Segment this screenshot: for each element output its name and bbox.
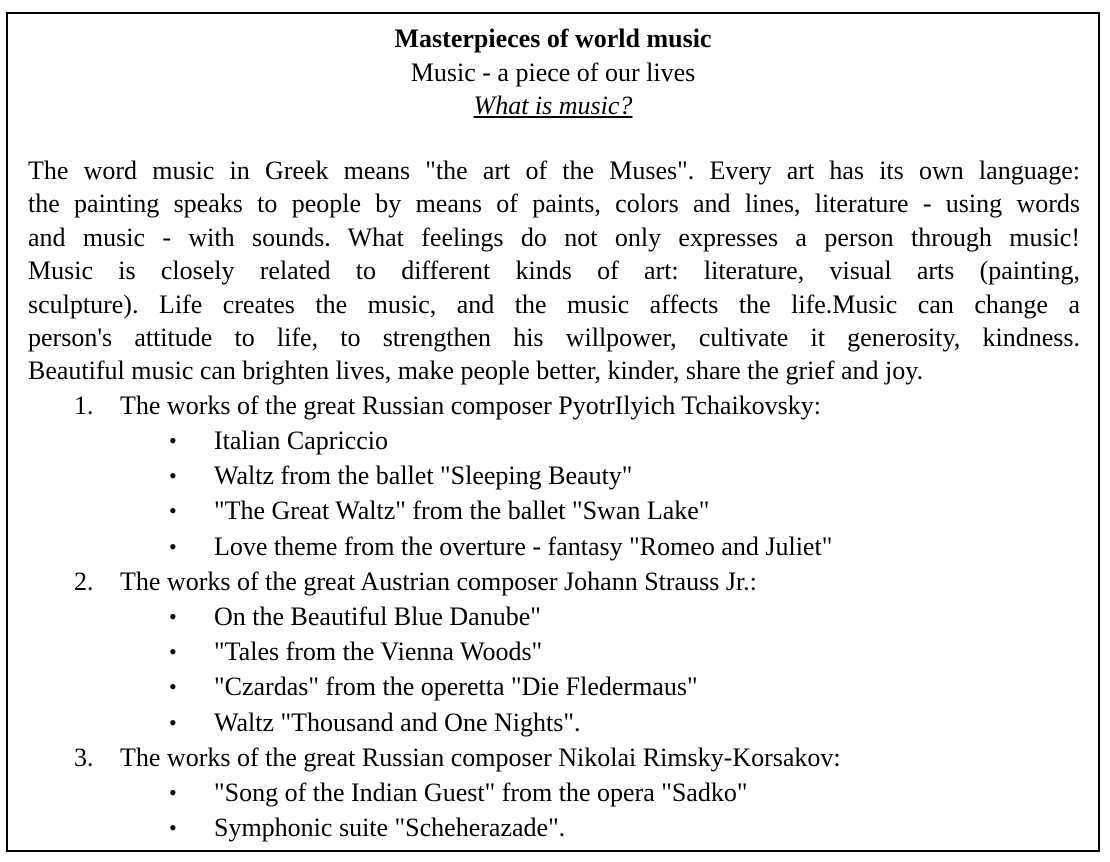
bullet-icon: • — [169, 780, 177, 806]
work-title: "Song of the Indian Guest" from the opera "Sadko" — [214, 778, 748, 808]
composer-heading: The works of the great Austrian composer Johann Strauss Jr.: — [120, 566, 757, 596]
bullet-icon: • — [169, 815, 177, 841]
bullet-icon: • — [169, 428, 177, 454]
paragraph-line: sculpture). Life creates the music, and the music affects the life.Music can change a — [28, 289, 1080, 319]
section-question: What is music? — [473, 91, 633, 120]
bullet-icon: • — [169, 533, 177, 559]
paragraph-line: person's attitude to life, to strengthen his willpower, cultivate it generosity, kindness. — [28, 323, 1080, 353]
list-item — [28, 493, 1080, 528]
bullet-icon: • — [169, 709, 177, 735]
bullet-icon: • — [169, 498, 177, 524]
list-item — [28, 458, 1080, 493]
list-number: 1. — [74, 390, 94, 420]
work-title: "Tales from the Vienna Woods" — [214, 637, 543, 667]
document-page — [6, 12, 1100, 852]
works-list — [28, 599, 1080, 740]
document-body — [28, 154, 1080, 845]
document-subtitle: Music - a piece of our lives — [410, 58, 696, 87]
intro-paragraph — [28, 154, 1080, 388]
composer-section — [28, 388, 1080, 564]
list-item — [28, 599, 1080, 634]
works-list — [28, 423, 1080, 564]
list-item — [28, 529, 1080, 564]
composer-section — [28, 564, 1080, 740]
work-title: "Czardas" from the operetta "Die Fledermaus" — [214, 672, 698, 702]
composer-list — [28, 388, 1080, 846]
document-title: Masterpieces of world music — [394, 24, 712, 53]
paragraph-line: and music - with sounds. What feelings do not only expresses a person through music! — [28, 222, 1080, 252]
work-title: Love theme from the overture - fantasy "Romeo and Juliet" — [214, 531, 833, 561]
list-item — [28, 669, 1080, 704]
work-title: Waltz from the ballet "Sleeping Beauty" — [214, 461, 633, 491]
bullet-icon: • — [169, 604, 177, 630]
work-title: "The Great Waltz" from the ballet "Swan Lake" — [214, 496, 710, 526]
list-item — [28, 423, 1080, 458]
list-number: 3. — [74, 742, 94, 772]
composer-heading: The works of the great Russian composer Nikolai Rimsky-Korsakov: — [120, 742, 841, 772]
paragraph-line: Music is closely related to different kinds of art: literature, visual arts (painting, — [28, 256, 1080, 286]
list-item — [28, 705, 1080, 740]
bullet-icon: • — [169, 639, 177, 665]
work-title: On the Beautiful Blue Danube" — [214, 602, 541, 632]
composer-section — [28, 740, 1080, 846]
work-title: Symphonic suite "Scheherazade". — [214, 813, 566, 843]
bullet-icon: • — [169, 463, 177, 489]
work-title: Italian Capriccio — [214, 426, 388, 456]
works-list — [28, 775, 1080, 845]
bullet-icon: • — [169, 674, 177, 700]
list-item — [28, 810, 1080, 845]
paragraph-line: Beautiful music can brighten lives, make people better, kinder, share the grief and joy. — [28, 356, 924, 386]
list-item — [28, 634, 1080, 669]
list-number: 2. — [74, 566, 94, 596]
work-title: Waltz "Thousand and One Nights". — [214, 707, 581, 737]
paragraph-line: the painting speaks to people by means of paints, colors and lines, literature - using words — [28, 189, 1080, 219]
list-item — [28, 775, 1080, 810]
composer-heading: The works of the great Russian composer PyotrIlyich Tchaikovsky: — [120, 390, 822, 420]
document-header — [8, 22, 1098, 122]
paragraph-line: The word music in Greek means "the art of the Muses". Every art has its own language: — [28, 156, 1080, 185]
